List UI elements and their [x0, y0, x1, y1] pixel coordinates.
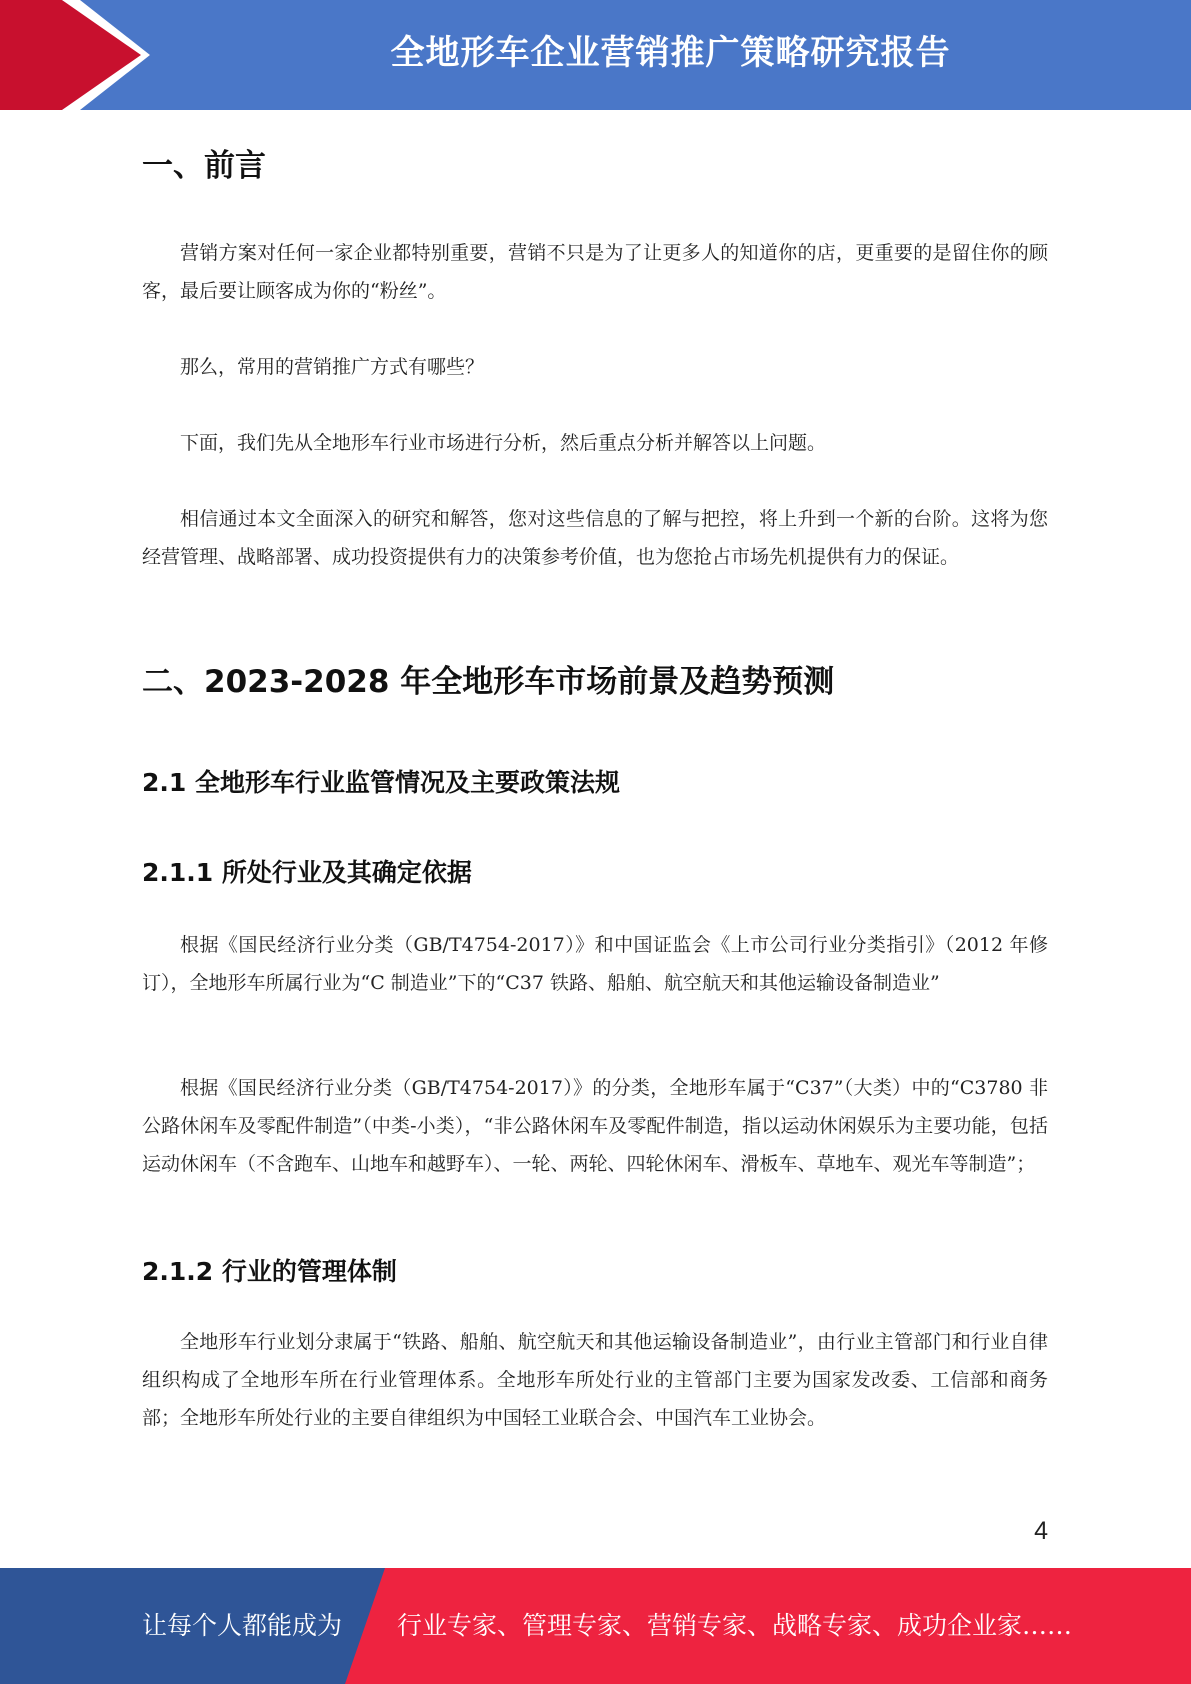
paragraph: 那么，常用的营销推广方式有哪些？ [180, 356, 485, 378]
paragraph: 全地形车行业划分隶属于“铁路、船舶、航空航天和其他运输设备制造业”，由行业主管部门和行业自律组织构成了全地形车所在行业管理体系。全地形车所处行业的主管部门主要为国家发改委、工信部和商务部；全地形车所处行业的主要自律组织为中国轻工业联合会、中国汽车工业协会。 [142, 1331, 1048, 1429]
paragraph: 根据《国民经济行业分类（GB/T4754-2017）》的分类，全地形车属于“C37”（大类）中的“C3780 非公路休闲车及零配件制造”（中类-小类），“非公路休闲车及零配件制造，指以运动休闲娱乐为主要功能，包括运动休闲车（不含跑车、山地车和越野车）、一轮、两轮、四轮休闲车、滑板车、草地车、观光车等制造”； [142, 1077, 1048, 1175]
footer-banner [0, 1568, 1191, 1684]
section-heading-forecast: 二、2023-2028 年全地形车市场前景及趋势预测 [142, 664, 835, 700]
paragraph: 相信通过本文全面深入的研究和解答，您对这些信息的了解与把控，将上升到一个新的台阶。这将为您经营管理、战略部署、成功投资提供有力的决策参考价值，也为您抢占市场先机提供有力的保证。 [142, 508, 1048, 568]
section-heading-preface: 一、前言 [142, 148, 266, 184]
subsection-heading-industry-basis: 2.1.1 所处行业及其确定依据 [142, 858, 472, 887]
paragraph: 营销方案对任何一家企业都特别重要，营销不只是为了让更多人的知道你的店，更重要的是留住你的顾客，最后要让顾客成为你的“粉丝”。 [142, 242, 1048, 302]
paragraph: 下面，我们先从全地形车行业市场进行分析，然后重点分析并解答以上问题。 [180, 432, 827, 454]
subsection-heading-management-system: 2.1.2 行业的管理体制 [142, 1257, 397, 1286]
report-title: 全地形车企业营销推广策略研究报告 [390, 33, 951, 73]
report-header-banner [0, 0, 1191, 110]
red-chevron-decoration [0, 0, 160, 110]
footer-slogan-left: 让每个人都能成为 [142, 1611, 343, 1640]
subsection-heading-regulation: 2.1 全地形车行业监管情况及主要政策法规 [142, 768, 620, 797]
page-number: 4 [1034, 1517, 1048, 1545]
paragraph: 根据《国民经济行业分类（GB/T4754-2017）》和中国证监会《上市公司行业分类指引》（2012 年修订），全地形车所属行业为“C 制造业”下的“C37 铁路、船舶、航空航天和其他运输设备制造业” [142, 934, 1048, 994]
footer-slogan-right: 行业专家、管理专家、营销专家、战略专家、成功企业家…… [397, 1611, 1073, 1640]
